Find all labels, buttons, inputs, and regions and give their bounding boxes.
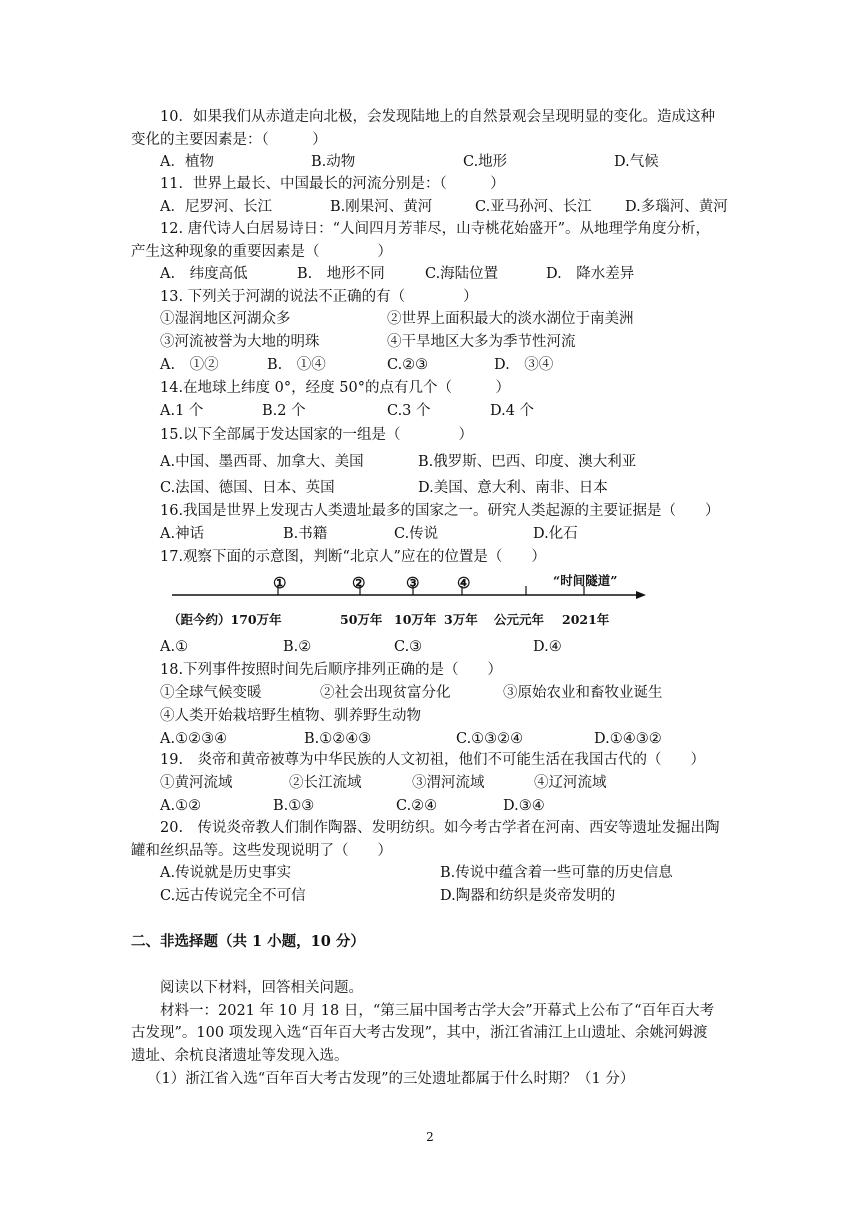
q17-option-b: B.②	[283, 639, 312, 655]
q14-stem: 14.在地球上纬度 0°，经度 50°的点有几个（ ）	[160, 380, 510, 396]
q13-statement-3: ③河流被誉为大地的明珠	[160, 334, 320, 350]
q11-option-a: A．尼罗河、长江	[160, 199, 272, 215]
timeline-diagram	[160, 572, 646, 632]
timeline-mark-4: ④	[457, 574, 471, 592]
q19-statement-3: ③渭河流域	[412, 775, 485, 791]
timeline-mark-2: ②	[352, 574, 366, 592]
section2-question-1: （1）浙江省入选“百年百大考古发现”的三处遗址都属于什么时期？（1 分）	[147, 1071, 635, 1087]
q19-option-a: A.①②	[160, 798, 202, 814]
q16-option-a: A.神话	[160, 526, 205, 542]
timeline-mark-3: ③	[406, 574, 420, 592]
q15-stem: 15.以下全部属于发达国家的一组是（ ）	[160, 427, 474, 443]
q13-option-a: A. ①②	[160, 357, 219, 373]
q10-option-c: C.地形	[463, 154, 508, 170]
q16-option-c: C.传说	[394, 526, 439, 542]
q11-option-c: C.亚马孙河、长江	[475, 199, 592, 215]
q18-option-c: C.①③②④	[456, 731, 524, 747]
timeline-tunnel-label: “时间隧道”	[553, 573, 618, 588]
q12-stem-line2: 产生这种现象的重要因素是（ ）	[131, 244, 392, 260]
q16-stem: 16.我国是世界上发现古人类遗址最多的国家之一。研究人类起源的主要证据是（ ）	[160, 503, 720, 519]
q17-option-a: A.①	[160, 639, 189, 655]
section2-intro: 阅读以下材料，回答相关问题。	[160, 980, 363, 996]
q18-statement-2: ②社会出现贫富分化	[320, 685, 451, 701]
timeline-mark-1: ①	[273, 574, 287, 592]
q20-option-d: D.陶器和纺织是炎帝发明的	[440, 888, 616, 904]
q16-option-b: B.书籍	[283, 526, 328, 542]
q19-statement-4: ④辽河流域	[534, 775, 607, 791]
q20-option-c: C.远古传说完全不可信	[160, 888, 306, 904]
section2-heading: 二、非选择题（共 1 小题，10 分）	[131, 933, 365, 950]
timeline-label-3wan: 3万年	[444, 612, 478, 627]
q17-stem: 17.观察下面的示意图，判断“北京人”应在的位置是（ ）	[160, 549, 546, 565]
q19-stem: 19. 炎帝和黄帝被尊为中华民族的人文初祖，他们不可能生活在我国古代的（ ）	[160, 752, 706, 768]
q19-option-c: C.②④	[396, 798, 438, 814]
q13-stem: 13. 下列关于河湖的说法不正确的有（ ）	[160, 289, 478, 305]
timeline-label-ad1: 公元元年	[494, 612, 545, 627]
q18-option-b: B.①②④③	[304, 731, 372, 747]
material1-line3: 遗址、余杭良渚遗址等发现入选。	[131, 1048, 349, 1064]
q19-statement-2: ②长江流域	[289, 775, 362, 791]
q18-statement-3: ③原始农业和畜牧业诞生	[503, 685, 663, 701]
material1-line1: 材料一：2021 年 10 月 18 日，“第三届中国考古学大会”开幕式上公布了“百年百大考	[160, 1003, 715, 1019]
q13-statement-2: ②世界上面积最大的淡水湖位于南美洲	[387, 311, 634, 327]
timeline-label-2021: 2021年	[562, 612, 610, 627]
q11-option-d: D.多瑙河、黄河	[625, 199, 728, 215]
q20-option-a: A.传说就是历史事实	[160, 865, 292, 881]
q15-option-c: C.法国、德国、日本、英国	[160, 480, 335, 496]
q18-stem: 18.下列事件按照时间先后顺序排列正确的是（ ）	[160, 662, 503, 678]
q14-option-b: B.2 个	[262, 403, 306, 419]
q12-stem-line1: 12. 唐代诗人白居易诗日：“人间四月芳菲尽，山寺桃花始盛开”。从地理学角度分析，	[160, 221, 710, 237]
page-number: 2	[426, 1130, 434, 1144]
q12-option-b: B. 地形不同	[297, 266, 385, 282]
q19-statement-1: ①黄河流域	[160, 775, 233, 791]
q14-option-c: C.3 个	[387, 403, 431, 419]
q18-option-d: D.①④③②	[594, 731, 662, 747]
q15-option-d: D.美国、意大利、南非、日本	[418, 480, 608, 496]
q15-option-a: A.中国、墨西哥、加拿大、美国	[160, 454, 364, 470]
q11-option-b: B.刚果河、黄河	[330, 199, 433, 215]
q12-option-c: C.海陆位置	[425, 266, 499, 282]
q18-statement-1: ①全球气候变暖	[160, 685, 262, 701]
material1-line2: 古发现”。100 项发现入选“百年百大考古发现”，其中，浙江省浦江上山遗址、余姚河姆渡	[131, 1025, 708, 1041]
q13-option-c: C.②③	[387, 357, 429, 373]
timeline-arrow-head	[636, 591, 646, 599]
q14-option-a: A.1 个	[160, 403, 204, 419]
q18-statement-4: ④人类开始栽培野生植物、驯养野生动物	[160, 708, 421, 724]
q11-stem: 11．世界上最长、中国最长的河流分别是：（ ）	[160, 176, 505, 192]
q10-option-a: A．植物	[160, 154, 214, 170]
q13-statement-1: ①湿润地区河湖众多	[160, 311, 291, 327]
q14-option-d: D.4 个	[490, 403, 535, 419]
q20-stem-line2: 罐和丝织品等。这些发现说明了（ ）	[131, 843, 392, 859]
timeline-label-50wan: 50万年	[340, 612, 383, 627]
timeline-label-170wan: （距今约）170万年	[168, 612, 282, 627]
q17-option-c: C.③	[394, 639, 423, 655]
q13-option-b: B. ①④	[267, 357, 326, 373]
q15-option-b: B.俄罗斯、巴西、印度、澳大利亚	[418, 454, 637, 470]
q10-option-b: B.动物	[311, 154, 356, 170]
q18-option-a: A.①②③④	[160, 731, 228, 747]
q17-option-d: D.④	[533, 639, 562, 655]
q10-stem-line2: 变化的主要因素是：（ ）	[131, 132, 327, 148]
q13-statement-4: ④干旱地区大多为季节性河流	[387, 334, 576, 350]
q20-option-b: B.传说中蕴含着一些可靠的历史信息	[440, 865, 673, 881]
q19-option-b: B.①③	[273, 798, 315, 814]
q13-option-d: D. ③④	[494, 357, 554, 373]
q20-stem-line1: 20. 传说炎帝教人们制作陶器、发明纺织。如今考古学者在河南、西安等遗址发掘出陶	[160, 820, 720, 836]
q12-option-d: D. 降水差异	[546, 266, 635, 282]
q10-option-d: D.气候	[614, 154, 659, 170]
q19-option-d: D.③④	[503, 798, 545, 814]
q12-option-a: A. 纬度高低	[160, 266, 248, 282]
q10-stem-line1: 10．如果我们从赤道走向北极，会发现陆地上的自然景观会呈现明显的变化。造成这种	[160, 109, 715, 125]
q16-option-d: D.化石	[533, 526, 578, 542]
timeline-label-10wan: 10万年	[394, 612, 437, 627]
